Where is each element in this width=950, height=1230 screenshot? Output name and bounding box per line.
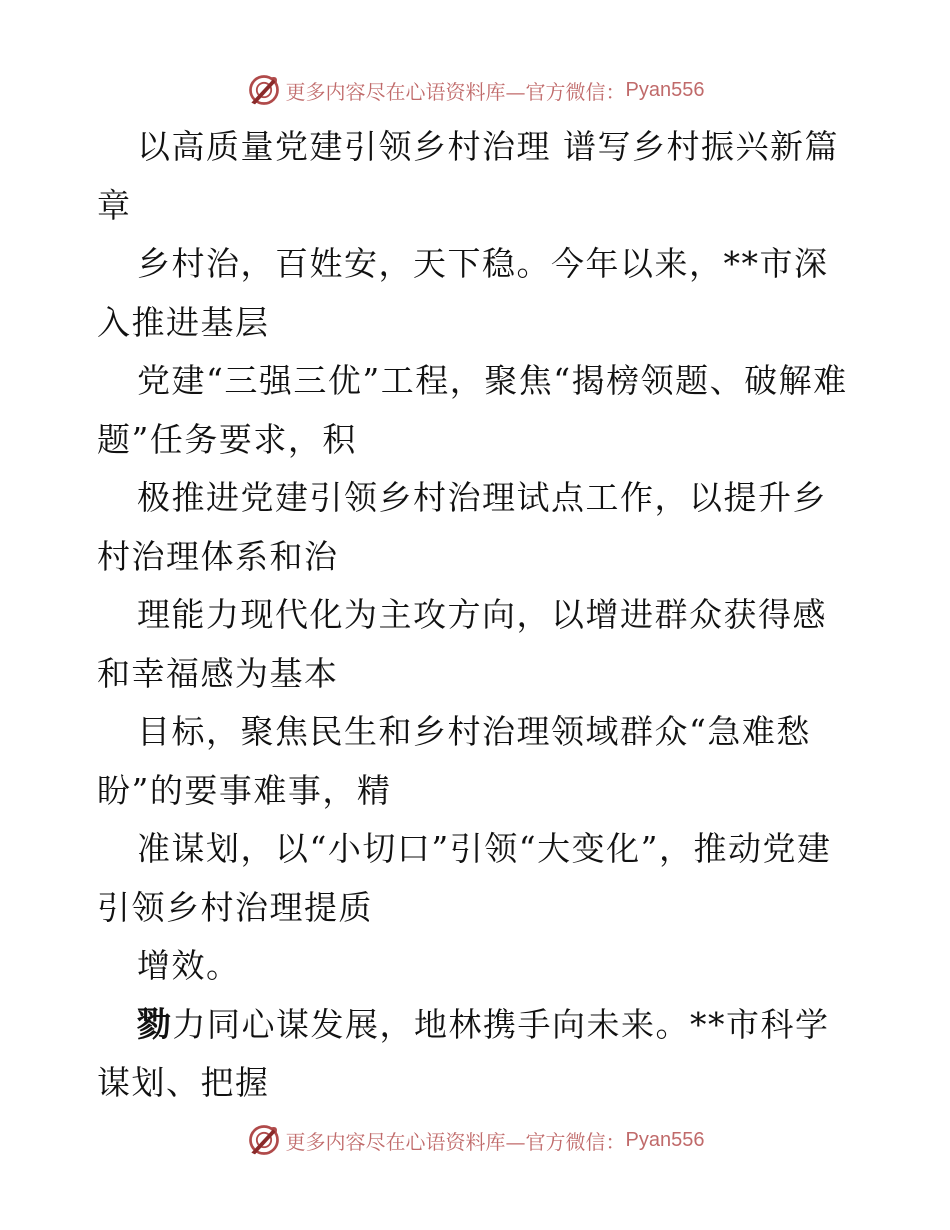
paragraph-5: 目标，聚焦民生和乡村治理领域群众“急难愁盼”的要事难事，精 (97, 712, 811, 810)
quill-logo-icon (246, 1122, 282, 1158)
watermark-id: Pyan556 (625, 1128, 705, 1151)
watermark-text: 更多内容尽在心语资料库—官方微信： (285, 79, 626, 104)
paragraph-2: 党建“三强三优”工程，聚焦“揭榜领题、破解难题”任务要求，积 (97, 361, 848, 459)
paragraph-7: 增效。 (137, 946, 241, 985)
watermark-id: Pyan556 (625, 78, 705, 101)
paragraph-8-first-char: 勠 (137, 1004, 173, 1045)
watermark-bottom (0, 1120, 950, 1160)
paragraph-8-rest: 力同心谋发展，地林携手向未来。**市科学谋划、把握 (97, 1004, 830, 1102)
paragraph-8 (97, 996, 857, 1113)
watermark-text: 更多内容尽在心语资料库—官方微信： (285, 1129, 626, 1154)
document-body (97, 118, 857, 1113)
watermark-top (0, 70, 950, 110)
paragraph-3: 极推进党建引领乡村治理试点工作，以提升乡村治理体系和治 (97, 478, 827, 576)
document-title: 以高质量党建引领乡村治理 谱写乡村振兴新篇章 (97, 127, 839, 225)
paragraph-1: 乡村治，百姓安，天下稳。今年以来，**市深入推进基层 (97, 244, 829, 342)
quill-logo-icon (246, 72, 282, 108)
paragraph-4: 理能力现代化为主攻方向，以增进群众获得感和幸福感为基本 (97, 595, 827, 693)
paragraph-6: 准谋划，以“小切口”引领“大变化”，推动党建引领乡村治理提质 (97, 829, 832, 927)
